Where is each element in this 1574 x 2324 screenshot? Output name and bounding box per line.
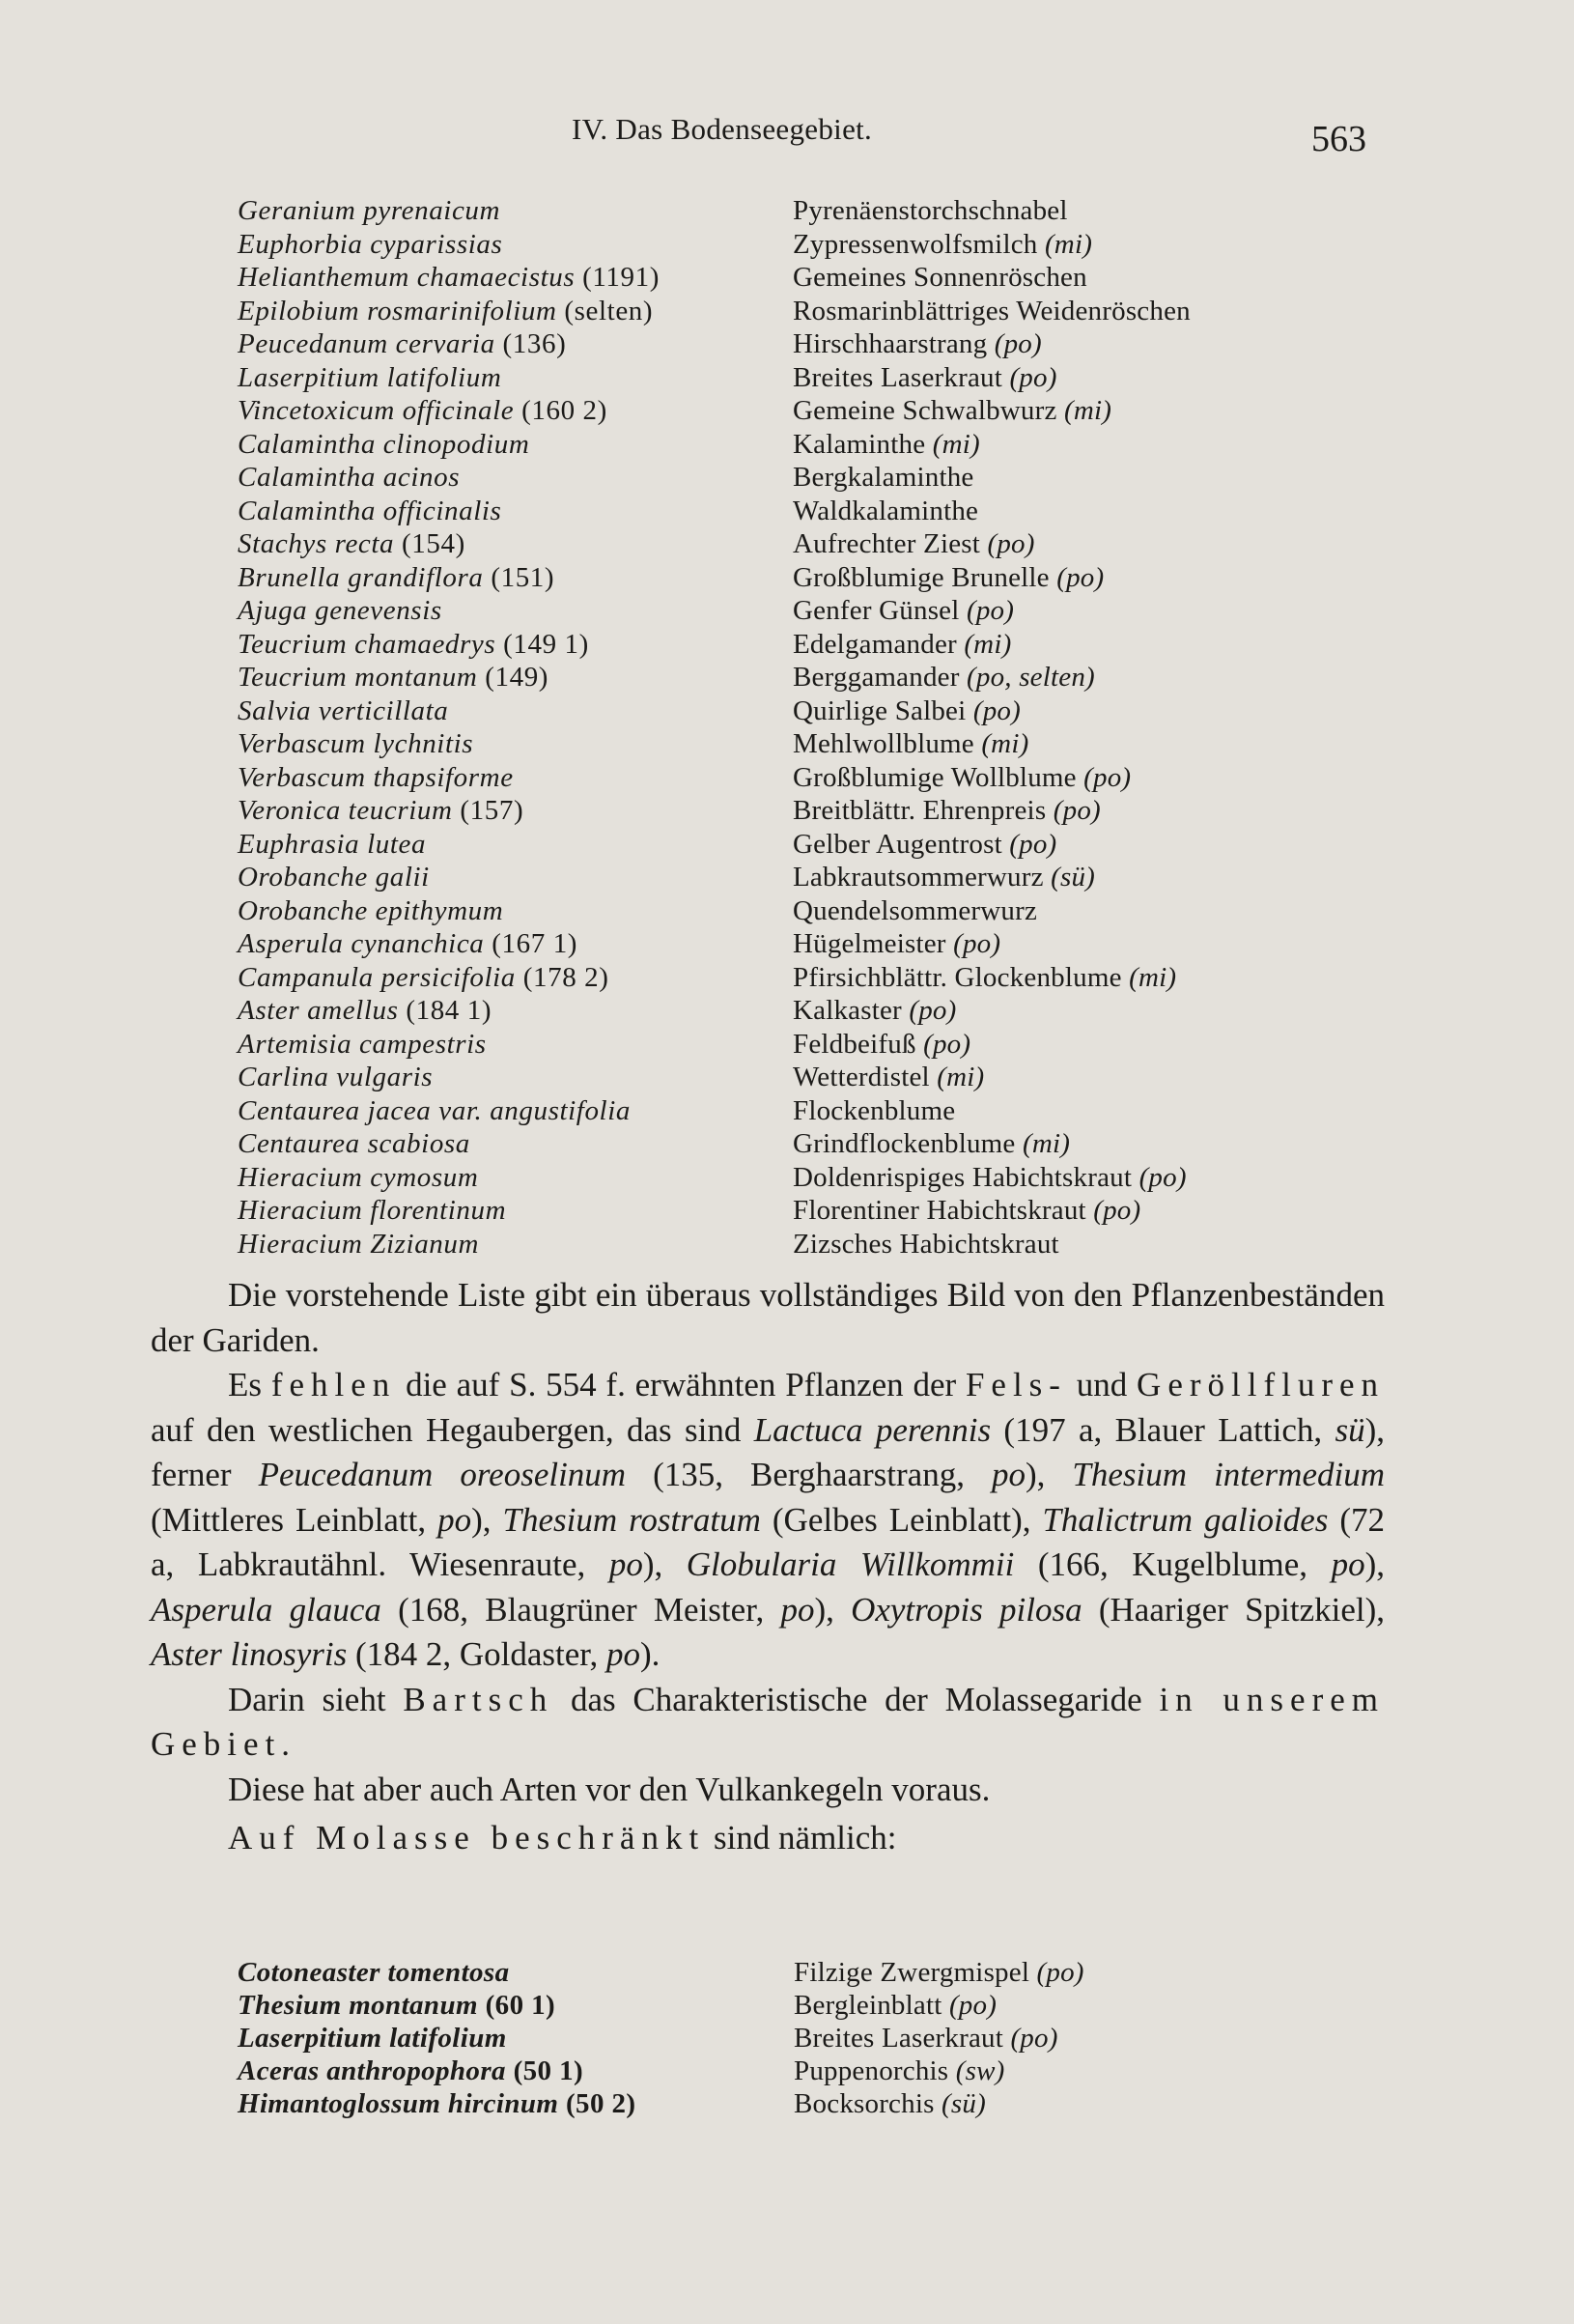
german-name-text: Waldkalaminthe [793,495,979,526]
german-name [793,328,1042,360]
latin-name [238,795,793,827]
latin-name [238,2023,794,2055]
latin-name-text: Teucrium montanum [238,662,478,693]
plant-row [238,829,1377,863]
latin-name [238,995,793,1027]
german-name [793,629,1011,661]
text-run: (135, Berghaarstrang, [626,1456,992,1493]
paragraph [151,1816,1385,1861]
latin-name [238,195,793,227]
german-name-text: Puppenorchis [794,2055,949,2086]
latin-name [238,762,793,794]
latin-name [238,1229,793,1261]
text-run: (168, Blaugrüner Meister, [380,1590,781,1629]
plant-row [238,962,1377,996]
latin-name-text: Carlina vulgaris [238,1062,434,1092]
plant-row [238,296,1377,329]
german-name-text: Großblumige Wollblume [793,761,1077,793]
page-header [0,108,1574,159]
german-name-text: Gemeine Schwalbwurz [793,395,1057,426]
latin-name-text: Hieracium florentinum [238,1195,507,1226]
german-name-text: Hirschhaarstrang [793,328,988,359]
plant-row [238,1095,1377,1129]
region-tag: (po) [923,1028,971,1060]
text-run: ), [1025,1456,1073,1493]
german-name-text: Großblumige Brunelle [793,561,1050,593]
figure-reference: (154) [402,528,465,559]
region-tag: (po) [1009,828,1057,860]
latin-name [238,695,793,727]
plant-row [238,762,1377,796]
latin-name [238,462,793,494]
german-name [793,695,1021,727]
species-name: Oxytropis pilosa [851,1590,1082,1629]
latin-name-text: Peucedanum cervaria [238,328,495,359]
text-run: auf den westlichen Hegaubergen, das sind [151,1410,754,1449]
text-run: ), [642,1545,687,1583]
plant-row [238,1195,1377,1229]
figure-reference: (149) [485,662,549,693]
latin-name [238,2088,794,2120]
figure-reference: (167 1) [492,928,578,959]
latin-name-text: Thesium montanum [238,1990,478,2021]
region-tag: (sü) [942,2088,986,2119]
german-name [793,862,1095,893]
text-run: ). [640,1635,661,1673]
region-tag: po [1331,1545,1365,1583]
plant-row [238,1957,1377,1990]
latin-name [238,728,793,760]
latin-name-text: Aster amellus [238,995,399,1026]
german-name [793,995,957,1027]
latin-name-text: Asperula cynanchica [238,928,485,959]
region-tag: (mi) [1022,1128,1071,1159]
latin-name-text: Himantoglossum hircinum [238,2088,559,2119]
plant-row [238,262,1377,296]
german-name-text: Quendelsommerwurz [793,894,1038,926]
latin-name [238,595,793,627]
latin-name-text: Laserpitium latifolium [238,2023,507,2054]
latin-name-text: Calamintha clinopodium [238,428,530,460]
plant-row [238,496,1377,529]
text-run: (Haariger Spitzkiel), [1082,1590,1385,1629]
species-name: Thesium rostratum [502,1500,761,1539]
latin-name [238,362,793,394]
region-tag: po [991,1456,1026,1493]
german-name [793,195,1068,227]
latin-name [238,229,793,261]
paragraph: Die vorstehende Liste gibt ein überaus vollständiges Bild von den Pflanzenbeständen der Gariden. [151,1276,1385,1359]
german-name [793,1029,970,1061]
german-name [793,395,1111,427]
figure-reference: (1191) [582,262,660,293]
text-run: das Charakteristische der Molassegaride [553,1680,1160,1718]
species-name: Globularia Willkommii [686,1545,1015,1583]
plant-row [238,1029,1377,1063]
plant-row [238,662,1377,695]
region-tag: (mi) [1044,228,1093,260]
german-name-text: Flockenblume [793,1094,956,1126]
latin-name [238,962,793,994]
latin-name [238,562,793,594]
spaced-text: fehlen [270,1366,397,1403]
latin-name [238,2055,794,2087]
latin-name-text: Stachys recta [238,528,395,559]
region-tag: (mi) [964,628,1012,660]
german-name-text: Quirlige Salbei [793,694,967,726]
latin-name [238,262,793,294]
german-name-text: Filzige Zwergmispel [794,1957,1030,1988]
german-name-text: Bocksorchis [794,2088,935,2119]
latin-name-text: Veronica teucrium [238,795,453,826]
text-run: ), [814,1590,852,1629]
figure-reference: (136) [502,328,567,359]
plant-row [238,395,1377,429]
latin-name-text: Epilobium rosmarinifolium [238,295,557,326]
region-tag: (mi) [932,428,980,460]
spaced-text: Fels- [965,1366,1067,1403]
latin-name [238,1062,793,1093]
figure-reference: (184 1) [406,995,492,1026]
plant-row [238,928,1377,962]
latin-name [238,1195,793,1227]
german-name [793,1128,1070,1160]
german-name [793,962,1176,994]
german-name [794,1957,1084,1989]
german-name-text: Wetterdistel [793,1062,930,1092]
german-name [793,1229,1059,1261]
german-name-text: Grindflockenblume [793,1128,1016,1159]
text-run: ), [1364,1545,1385,1583]
paragraph [151,1363,1385,1678]
german-name [793,662,1095,694]
plant-row [238,1229,1377,1262]
latin-name-text: Vincetoxicum officinale [238,395,515,426]
german-name-text: Zypressenwolfsmilch [793,228,1038,260]
latin-name [238,1162,793,1194]
latin-name-text: Centaurea jacea var. angustifolia [238,1094,631,1126]
latin-name-text: Calamintha acinos [238,462,461,493]
latin-name [238,1128,793,1160]
plant-row [238,562,1377,596]
running-title: IV. Das Bodenseegebiet. [572,112,873,146]
region-tag: po [780,1590,815,1629]
german-name-text: Rosmarinblättriges Weidenröschen [793,295,1191,326]
german-name [793,762,1131,794]
region-tag: (po) [994,328,1042,359]
german-name [794,2023,1058,2055]
plant-row [238,528,1377,562]
region-tag: (po) [1010,2023,1058,2054]
region-tag: sü [1335,1410,1365,1449]
plant-row [238,629,1377,663]
latin-name-text: Verbascum lychnitis [238,728,474,759]
german-name-text: Mehlwollblume [793,728,974,759]
latin-name-text: Aceras anthropophora [238,2055,506,2086]
region-tag: (mi) [937,1062,985,1092]
german-name [793,595,1014,627]
figure-reference: (50 2) [566,2088,636,2119]
german-name-text: Labkrautsommerwurz [793,862,1044,893]
spaced-text: Auf Molasse beschränkt [228,1819,706,1856]
german-name-text: Feldbeifuß [793,1028,916,1060]
figure-reference: (157) [460,795,524,826]
latin-name [238,328,793,360]
german-name [793,795,1101,827]
plant-row [238,362,1377,396]
german-name-text: Edelgamander [793,628,957,660]
plant-row [238,328,1377,362]
text-run: Darin sieht [228,1680,404,1718]
german-name-text: Gemeines Sonnenröschen [793,262,1087,293]
region-tag: (po) [909,995,957,1026]
plant-row [238,995,1377,1029]
latin-name-text: Hieracium Zizianum [238,1228,480,1260]
german-name-text: Florentiner Habichtskraut [793,1195,1086,1226]
region-tag: (po) [1138,1161,1187,1193]
german-name-text: Kalaminthe [793,428,926,460]
text-run: . [281,1725,291,1763]
figure-reference: (60 1) [485,1990,556,2021]
page-number: 563 [1311,119,1366,159]
species-name: Lactuca perennis [753,1410,992,1449]
latin-name-text: Verbascum thapsiforme [238,761,514,793]
text-run: (197 a, Blauer Lattich, [991,1410,1335,1449]
latin-name [238,1957,794,1989]
german-name [793,895,1037,927]
latin-name-text: Hieracium cymosum [238,1161,479,1193]
region-tag: po [608,1545,643,1583]
german-name [793,229,1092,261]
latin-name [238,895,793,927]
latin-name [238,662,793,694]
figure-reference: (151) [491,561,555,593]
german-name [793,296,1191,327]
german-name [793,528,1035,560]
german-name [794,2088,986,2120]
plant-row [238,695,1377,729]
species-name: Peucedanum oreoselinum [258,1456,627,1493]
latin-name-text: Salvia verticillata [238,694,449,726]
latin-name [238,395,793,427]
latin-name-text: Geranium pyrenaicum [238,195,501,226]
plant-row [238,2088,1377,2121]
text-run: (Mittleres Leinblatt, [151,1500,438,1539]
latin-name-text: Euphrasia lutea [238,828,427,860]
latin-name-text: Orobanche epithymum [238,894,504,926]
latin-name [238,528,793,560]
text-run: (184 2, Goldaster, [347,1635,607,1673]
latin-name [238,629,793,661]
latin-name [238,1095,793,1127]
molasse-plant-list [238,1957,1377,2121]
spaced-text: Bartsch [403,1680,554,1718]
species-name: Asperula glauca [151,1590,381,1629]
german-name [794,1990,997,2022]
german-name [793,362,1057,394]
region-tag: (po) [1009,361,1057,393]
german-name-text: Hügelmeister [793,928,946,959]
plant-row [238,195,1377,229]
text-run: sind nämlich: [705,1819,897,1856]
german-name [793,728,1028,760]
german-name [793,262,1087,294]
german-name [793,1095,955,1127]
text-run: und [1066,1366,1138,1403]
plant-row [238,895,1377,929]
plant-row [238,862,1377,895]
german-name-text: Kalkaster [793,995,902,1026]
latin-name-text: Orobanche galii [238,862,430,893]
paragraph: Diese hat aber auch Arten vor den Vulkankegeln voraus. [228,1770,991,1808]
text-run: ), ferner [151,1410,1385,1493]
latin-name-text: Campanula persicifolia [238,961,516,993]
spaced-text: in unserem Gebiet [151,1680,1386,1763]
text-run: ), [471,1500,503,1539]
latin-name-text: Brunella grandiflora [238,561,484,593]
text-run: die auf S. 554 f. erwähnten Pflanzen der [396,1366,966,1403]
latin-name [238,496,793,527]
german-name-text: Breites Laserkraut [793,361,1002,393]
region-tag: (po) [1053,795,1101,826]
region-tag: (po, selten) [967,662,1095,693]
german-name-text: Breitblättr. Ehrenpreis [793,795,1047,826]
plant-row [238,462,1377,496]
text-run: (Gelbes Leinblatt), [760,1500,1043,1539]
plant-list [238,195,1377,1261]
german-name-text: Breites Laserkraut [794,2023,1003,2054]
latin-name-text: Calamintha officinalis [238,495,502,526]
german-name [793,562,1104,594]
plant-row [238,2055,1377,2088]
german-name [793,1195,1140,1227]
latin-name [238,928,793,960]
figure-reference: (selten) [564,295,654,326]
region-tag: (po) [966,595,1015,626]
plant-row [238,429,1377,463]
latin-name-text: Cotoneaster tomentosa [238,1957,510,1988]
german-name-text: Gelber Augentrost [793,828,1002,860]
latin-name-text: Teucrium chamaedrys [238,628,496,660]
latin-name-text: Laserpitium latifolium [238,361,502,393]
region-tag: (po) [972,694,1021,726]
latin-name [238,1990,794,2022]
plant-row [238,2023,1377,2055]
plant-row [238,229,1377,263]
region-tag: (po) [953,928,1001,959]
region-tag: (mi) [1064,395,1112,426]
plant-row [238,1128,1377,1162]
german-name-text: Zizsches Habichtskraut [793,1228,1059,1260]
figure-reference: (50 1) [513,2055,584,2086]
species-name: Thalictrum galioides [1042,1500,1329,1539]
region-tag: (sw) [955,2055,1005,2086]
text-run: Es [228,1366,271,1403]
region-tag: (po) [1093,1195,1141,1226]
text-run: (166, Kugelblume, [1014,1545,1332,1583]
german-name [793,496,978,527]
german-name [793,429,980,461]
latin-name-text: Artemisia campestris [238,1028,487,1060]
german-name-text: Genfer Günsel [793,595,960,626]
german-name-text: Pyrenäenstorchschnabel [793,195,1068,226]
region-tag: (sü) [1051,862,1096,893]
region-tag: (po) [948,1990,998,2021]
german-name [793,1062,984,1093]
region-tag: (mi) [1129,961,1177,993]
region-tag: po [606,1635,641,1673]
german-name-text: Pfirsichblättr. Glockenblume [793,961,1122,993]
german-name [794,2055,1004,2087]
figure-reference: (178 2) [522,961,609,993]
figure-reference: (160 2) [521,395,607,426]
region-tag: (mi) [981,728,1029,759]
species-name: Aster linosyris [151,1635,348,1673]
plant-row [238,728,1377,762]
latin-name-text: Ajuga genevensis [238,595,442,626]
german-name [793,829,1056,861]
german-name [793,1162,1187,1194]
region-tag: (po) [1056,561,1105,593]
latin-name [238,1029,793,1061]
latin-name [238,862,793,893]
german-name-text: Aufrechter Ziest [793,528,981,559]
spaced-text: Geröllfluren [1137,1366,1386,1403]
german-name-text: Bergkalaminthe [793,462,974,493]
latin-name [238,429,793,461]
latin-name [238,829,793,861]
plant-row [238,1162,1377,1196]
region-tag: po [437,1500,472,1539]
plant-row [238,1062,1377,1095]
german-name [793,928,1000,960]
paragraph [151,1678,1385,1768]
latin-name-text: Centaurea scabiosa [238,1128,470,1159]
plant-row [238,595,1377,629]
region-tag: (po) [1036,1957,1084,1988]
text-run: (72 a, Labkrautähnl. Wiesenraute, [151,1500,1386,1583]
german-name-text: Doldenrispiges Habichtskraut [793,1161,1133,1193]
latin-name-text: Helianthemum chamaecistus [238,262,576,293]
latin-name [238,296,793,327]
region-tag: (po) [1083,761,1132,793]
german-name-text: Berggamander [793,662,960,693]
german-name-text: Bergleinblatt [794,1990,942,2021]
body-text [151,1273,1385,1861]
plant-row [238,1990,1377,2023]
species-name: Thesium intermedium [1072,1456,1385,1493]
plant-row [238,795,1377,829]
latin-name-text: Euphorbia cyparissias [238,228,503,260]
region-tag: (po) [987,528,1035,559]
german-name [793,462,974,494]
figure-reference: (149 1) [503,628,589,660]
